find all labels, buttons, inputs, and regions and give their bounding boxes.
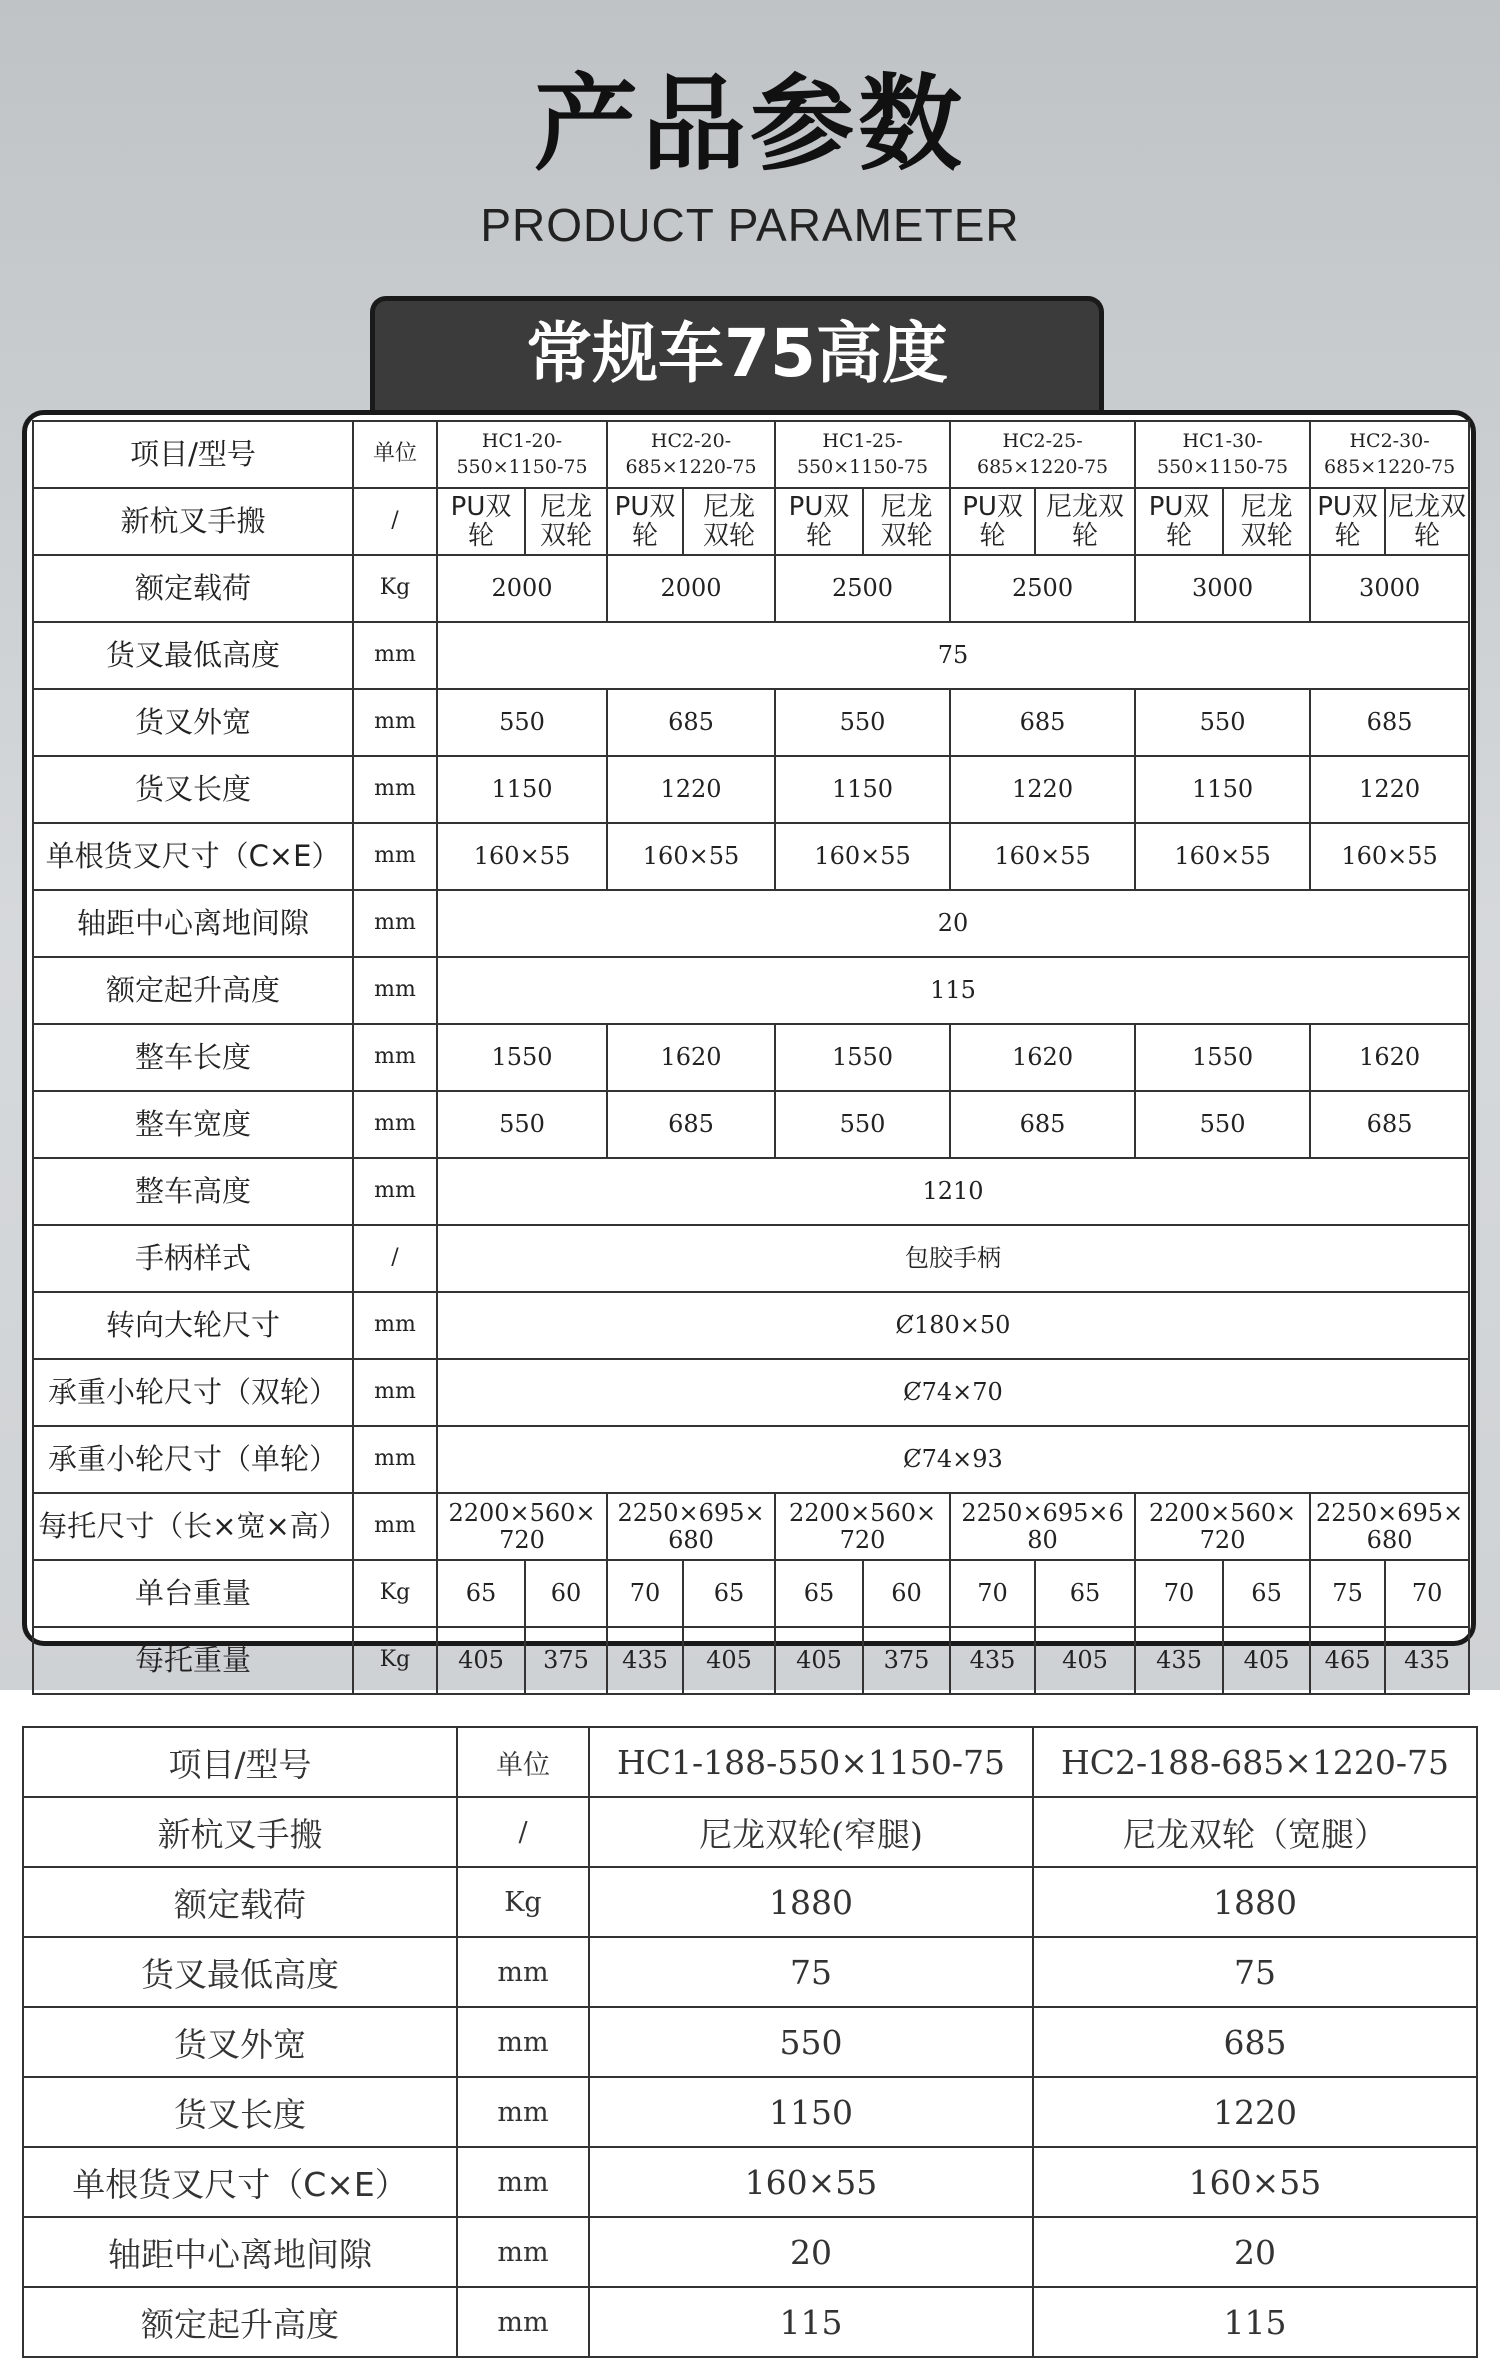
value-cell: 1210 bbox=[437, 1158, 1469, 1225]
row-label: 单台重量 bbox=[33, 1560, 353, 1627]
row-label: 新杭叉手搬 bbox=[33, 488, 353, 555]
value-cell: 160×55 bbox=[775, 823, 950, 890]
row-label: 轴距中心离地间隙 bbox=[23, 2217, 457, 2287]
row-label: 整车长度 bbox=[33, 1024, 353, 1091]
value-cell: PU双 轮 bbox=[607, 488, 683, 555]
table-row bbox=[33, 890, 1469, 957]
value-cell: 685 bbox=[607, 1091, 775, 1158]
table-row bbox=[23, 1727, 1477, 1797]
value-cell: 160×55 bbox=[589, 2147, 1033, 2217]
unit-cell: mm bbox=[353, 1091, 437, 1158]
table-row bbox=[33, 1024, 1469, 1091]
value-cell: HC1-25- 550×1150-75 bbox=[775, 421, 950, 488]
table-row bbox=[33, 1627, 1469, 1694]
value-cell: 435 bbox=[1135, 1627, 1223, 1694]
value-cell: 405 bbox=[1035, 1627, 1135, 1694]
table-row bbox=[23, 2147, 1477, 2217]
value-cell: 1880 bbox=[1033, 1867, 1477, 1937]
value-cell: 550 bbox=[589, 2007, 1033, 2077]
row-label: 项目/型号 bbox=[33, 421, 353, 488]
spec-table bbox=[32, 420, 1470, 1695]
unit-cell: mm bbox=[353, 1292, 437, 1359]
value-cell: 尼龙双 轮 bbox=[1385, 488, 1469, 555]
table-row bbox=[23, 2217, 1477, 2287]
value-cell: 435 bbox=[950, 1627, 1035, 1694]
value-cell: PU双 轮 bbox=[775, 488, 863, 555]
value-cell: HC1-188-550×1150-75 bbox=[589, 1727, 1033, 1797]
table-row bbox=[23, 2287, 1477, 2357]
value-cell: 2000 bbox=[607, 555, 775, 622]
spec-table-2 bbox=[22, 1726, 1478, 2358]
value-cell: 20 bbox=[589, 2217, 1033, 2287]
value-cell: 2250×695× 680 bbox=[1310, 1493, 1469, 1560]
unit-cell: mm bbox=[353, 890, 437, 957]
table-row bbox=[33, 421, 1469, 488]
row-label: 额定起升高度 bbox=[23, 2287, 457, 2357]
row-label: 整车高度 bbox=[33, 1158, 353, 1225]
table-row bbox=[33, 823, 1469, 890]
value-cell: 405 bbox=[775, 1627, 863, 1694]
value-cell: 3000 bbox=[1135, 555, 1310, 622]
table-row bbox=[33, 488, 1469, 555]
value-cell: 65 bbox=[683, 1560, 775, 1627]
table-row bbox=[33, 1359, 1469, 1426]
value-cell: 20 bbox=[437, 890, 1469, 957]
value-cell: 70 bbox=[950, 1560, 1035, 1627]
row-label: 手柄样式 bbox=[33, 1225, 353, 1292]
value-cell: 75 bbox=[1033, 1937, 1477, 2007]
value-cell: 尼龙 双轮 bbox=[1223, 488, 1310, 555]
row-label: 项目/型号 bbox=[23, 1727, 457, 1797]
value-cell: 115 bbox=[1033, 2287, 1477, 2357]
value-cell: 685 bbox=[1310, 1091, 1469, 1158]
value-cell: HC2-20- 685×1220-75 bbox=[607, 421, 775, 488]
row-label: 每托重量 bbox=[33, 1627, 353, 1694]
value-cell: 685 bbox=[607, 689, 775, 756]
value-cell: 包胶手柄 bbox=[437, 1225, 1469, 1292]
row-label: 额定起升高度 bbox=[33, 957, 353, 1024]
table-row bbox=[23, 1937, 1477, 2007]
value-cell: 160×55 bbox=[607, 823, 775, 890]
table-row bbox=[23, 1797, 1477, 1867]
table-row bbox=[23, 1867, 1477, 1937]
row-label: 额定载荷 bbox=[33, 555, 353, 622]
value-cell: 1620 bbox=[1310, 1024, 1469, 1091]
row-label: 轴距中心离地间隙 bbox=[33, 890, 353, 957]
value-cell: 尼龙 双轮 bbox=[683, 488, 775, 555]
value-cell: 70 bbox=[607, 1560, 683, 1627]
table-row bbox=[33, 555, 1469, 622]
value-cell: PU双 轮 bbox=[437, 488, 525, 555]
row-label: 每托尺寸（长×宽×高） bbox=[33, 1493, 353, 1560]
table-row bbox=[33, 1493, 1469, 1560]
value-cell: 65 bbox=[1035, 1560, 1135, 1627]
value-cell: 65 bbox=[1223, 1560, 1310, 1627]
value-cell: 65 bbox=[775, 1560, 863, 1627]
value-cell: 1550 bbox=[437, 1024, 607, 1091]
value-cell: 3000 bbox=[1310, 555, 1469, 622]
value-cell: 1620 bbox=[950, 1024, 1135, 1091]
value-cell: 550 bbox=[1135, 689, 1310, 756]
unit-cell: mm bbox=[353, 1024, 437, 1091]
table-row bbox=[33, 622, 1469, 689]
value-cell: 2200×560× 720 bbox=[775, 1493, 950, 1560]
value-cell: 685 bbox=[1310, 689, 1469, 756]
page-subtitle: PRODUCT PARAMETER bbox=[480, 199, 1020, 251]
value-cell: 75 bbox=[1310, 1560, 1385, 1627]
value-cell: PU双 轮 bbox=[1135, 488, 1223, 555]
value-cell: 1150 bbox=[775, 756, 950, 823]
unit-cell: / bbox=[353, 1225, 437, 1292]
value-cell: 160×55 bbox=[437, 823, 607, 890]
table-row bbox=[33, 957, 1469, 1024]
value-cell: 尼龙双轮（宽腿） bbox=[1033, 1797, 1477, 1867]
value-cell: 1550 bbox=[1135, 1024, 1310, 1091]
value-cell: 2250×695×6 80 bbox=[950, 1493, 1135, 1560]
value-cell: HC2-25- 685×1220-75 bbox=[950, 421, 1135, 488]
value-cell: HC2-188-685×1220-75 bbox=[1033, 1727, 1477, 1797]
value-cell: PU双 轮 bbox=[1310, 488, 1385, 555]
value-cell: 160×55 bbox=[1135, 823, 1310, 890]
value-cell: 685 bbox=[950, 689, 1135, 756]
row-label: 货叉长度 bbox=[23, 2077, 457, 2147]
table-row bbox=[23, 2007, 1477, 2077]
value-cell: 75 bbox=[437, 622, 1469, 689]
row-label: 货叉外宽 bbox=[23, 2007, 457, 2077]
value-cell: 2200×560× 720 bbox=[437, 1493, 607, 1560]
unit-cell: mm bbox=[353, 823, 437, 890]
value-cell: 405 bbox=[683, 1627, 775, 1694]
value-cell: 435 bbox=[607, 1627, 683, 1694]
value-cell: 1220 bbox=[607, 756, 775, 823]
row-label: 单根货叉尺寸（C×E） bbox=[23, 2147, 457, 2217]
unit-cell: mm bbox=[457, 2077, 589, 2147]
row-label: 承重小轮尺寸（双轮） bbox=[33, 1359, 353, 1426]
value-cell: 115 bbox=[437, 957, 1469, 1024]
value-cell: 160×55 bbox=[1033, 2147, 1477, 2217]
value-cell: 尼龙 双轮 bbox=[525, 488, 607, 555]
value-cell: 70 bbox=[1135, 1560, 1223, 1627]
value-cell: 375 bbox=[863, 1627, 950, 1694]
value-cell: 1880 bbox=[589, 1867, 1033, 1937]
value-cell: 20 bbox=[1033, 2217, 1477, 2287]
value-cell: 2200×560× 720 bbox=[1135, 1493, 1310, 1560]
unit-cell: mm bbox=[353, 1359, 437, 1426]
unit-cell: 单位 bbox=[353, 421, 437, 488]
unit-cell: / bbox=[353, 488, 437, 555]
unit-cell: mm bbox=[353, 622, 437, 689]
value-cell: 160×55 bbox=[1310, 823, 1469, 890]
unit-cell: mm bbox=[353, 957, 437, 1024]
row-label: 整车宽度 bbox=[33, 1091, 353, 1158]
table-row bbox=[33, 1091, 1469, 1158]
unit-cell: mm bbox=[353, 689, 437, 756]
value-cell: 1150 bbox=[589, 2077, 1033, 2147]
unit-cell: mm bbox=[457, 2217, 589, 2287]
value-cell: 75 bbox=[589, 1937, 1033, 2007]
value-cell: HC2-30- 685×1220-75 bbox=[1310, 421, 1469, 488]
value-cell: 550 bbox=[775, 1091, 950, 1158]
value-cell: 1220 bbox=[1310, 756, 1469, 823]
section-tab: 常规车75高度 bbox=[370, 296, 1104, 410]
unit-cell: mm bbox=[353, 756, 437, 823]
unit-cell: mm bbox=[457, 2147, 589, 2217]
row-label: 货叉长度 bbox=[33, 756, 353, 823]
value-cell: 60 bbox=[525, 1560, 607, 1627]
value-cell: 2500 bbox=[950, 555, 1135, 622]
value-cell: 550 bbox=[437, 1091, 607, 1158]
table-row bbox=[33, 1292, 1469, 1359]
value-cell: 115 bbox=[589, 2287, 1033, 2357]
table-row bbox=[33, 1158, 1469, 1225]
value-cell: 1550 bbox=[775, 1024, 950, 1091]
row-label: 额定载荷 bbox=[23, 1867, 457, 1937]
spec-table-frame bbox=[22, 410, 1476, 1677]
unit-cell: Kg bbox=[353, 555, 437, 622]
unit-cell: mm bbox=[457, 2007, 589, 2077]
value-cell: 1150 bbox=[437, 756, 607, 823]
value-cell: 1620 bbox=[607, 1024, 775, 1091]
table-row bbox=[33, 689, 1469, 756]
value-cell: HC1-30- 550×1150-75 bbox=[1135, 421, 1310, 488]
value-cell: 2000 bbox=[437, 555, 607, 622]
row-label: 承重小轮尺寸（单轮） bbox=[33, 1426, 353, 1493]
row-label: 货叉最低高度 bbox=[23, 1937, 457, 2007]
value-cell: 2500 bbox=[775, 555, 950, 622]
table-row bbox=[33, 1426, 1469, 1493]
table-row bbox=[33, 1560, 1469, 1627]
unit-cell: Kg bbox=[353, 1560, 437, 1627]
value-cell: PU双 轮 bbox=[950, 488, 1035, 555]
value-cell: HC1-20- 550×1150-75 bbox=[437, 421, 607, 488]
value-cell: 尼龙双 轮 bbox=[1035, 488, 1135, 555]
unit-cell: mm bbox=[457, 1937, 589, 2007]
value-cell: 1150 bbox=[1135, 756, 1310, 823]
unit-cell: Kg bbox=[353, 1627, 437, 1694]
value-cell: 405 bbox=[1223, 1627, 1310, 1694]
value-cell: Ȼ180×50 bbox=[437, 1292, 1469, 1359]
table-row bbox=[33, 1225, 1469, 1292]
value-cell: 405 bbox=[437, 1627, 525, 1694]
row-label: 货叉外宽 bbox=[33, 689, 353, 756]
unit-cell: mm bbox=[353, 1493, 437, 1560]
row-label: 单根货叉尺寸（C×E） bbox=[33, 823, 353, 890]
value-cell: 2250×695× 680 bbox=[607, 1493, 775, 1560]
unit-cell: mm bbox=[457, 2287, 589, 2357]
value-cell: 尼龙双轮(窄腿) bbox=[589, 1797, 1033, 1867]
value-cell: 1220 bbox=[950, 756, 1135, 823]
row-label: 转向大轮尺寸 bbox=[33, 1292, 353, 1359]
value-cell: 160×55 bbox=[950, 823, 1135, 890]
page-title: 产品参数 bbox=[533, 63, 966, 185]
unit-cell: mm bbox=[353, 1158, 437, 1225]
value-cell: 685 bbox=[1033, 2007, 1477, 2077]
table-row bbox=[23, 2077, 1477, 2147]
unit-cell: / bbox=[457, 1797, 589, 1867]
value-cell: Ȼ74×93 bbox=[437, 1426, 1469, 1493]
value-cell: Ȼ74×70 bbox=[437, 1359, 1469, 1426]
unit-cell: 单位 bbox=[457, 1727, 589, 1797]
value-cell: 60 bbox=[863, 1560, 950, 1627]
value-cell: 1220 bbox=[1033, 2077, 1477, 2147]
value-cell: 375 bbox=[525, 1627, 607, 1694]
row-label: 新杭叉手搬 bbox=[23, 1797, 457, 1867]
value-cell: 550 bbox=[437, 689, 607, 756]
unit-cell: mm bbox=[353, 1426, 437, 1493]
value-cell: 65 bbox=[437, 1560, 525, 1627]
unit-cell: Kg bbox=[457, 1867, 589, 1937]
value-cell: 685 bbox=[950, 1091, 1135, 1158]
value-cell: 550 bbox=[1135, 1091, 1310, 1158]
value-cell: 550 bbox=[775, 689, 950, 756]
value-cell: 465 bbox=[1310, 1627, 1385, 1694]
row-label: 货叉最低高度 bbox=[33, 622, 353, 689]
table-row bbox=[33, 756, 1469, 823]
value-cell: 435 bbox=[1385, 1627, 1469, 1694]
value-cell: 尼龙 双轮 bbox=[863, 488, 950, 555]
value-cell: 70 bbox=[1385, 1560, 1469, 1627]
